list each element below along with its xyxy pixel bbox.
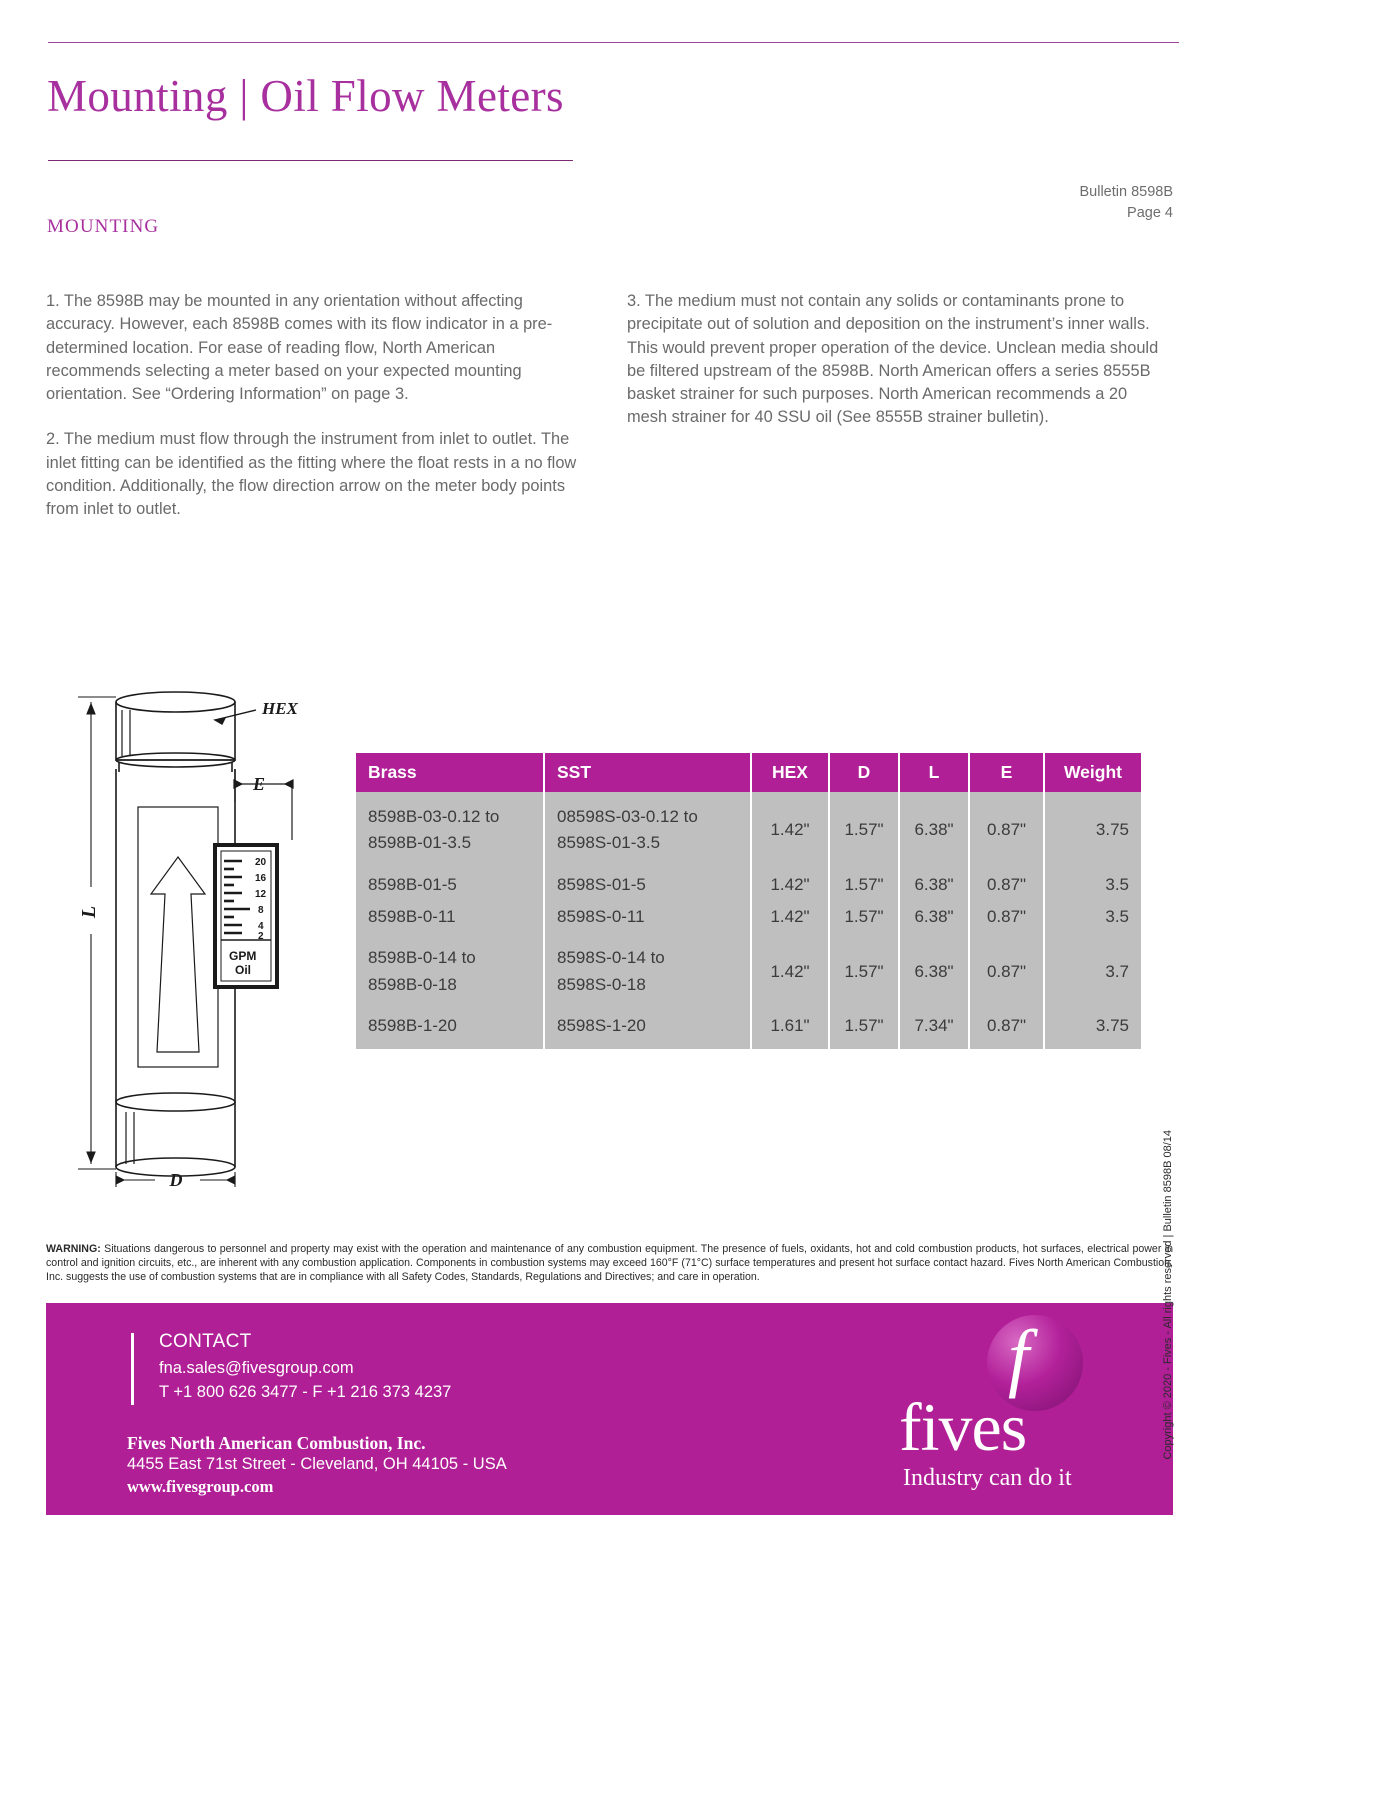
top-divider-rule (48, 42, 1179, 43)
cell-sst: 8598S-1-20 (544, 1001, 751, 1049)
cell-weight: 3.75 (1044, 792, 1141, 860)
cell-brass: 8598B-0-11 (356, 901, 544, 933)
paragraph-1: 1. The 8598B may be mounted in any orientation without affecting accuracy. However, each 8598B comes with its flow indicator in a pre-determined location. For ease of reading flow, North American recommends selecting a meter based on your expected mounting orientation. See “Ordering Information” on page 3. (46, 292, 553, 404)
scale-unit-gpm: GPM (229, 949, 257, 963)
cell-weight: 3.7 (1044, 933, 1141, 1001)
cell-e: 0.87" (969, 792, 1044, 860)
column-header-l: L (899, 753, 969, 792)
flow-meter-technical-drawing (60, 672, 360, 1192)
cell-hex: 1.42" (751, 933, 829, 1001)
cell-l: 6.38" (899, 792, 969, 860)
table-row (356, 901, 1141, 933)
warning-text: Situations dangerous to personnel and property may exist with the operation and maintenance of any combustion equipment. The presence of fuels, oxidants, hot and cold combustion products, hot surfaces, electrical power in control and ignition circuits, etc., are inherent with any combustion application. Components in combustion systems may exceed 160°F (71°C) surface temperatures and present hot surface contact hazard. Fives North American Combustion, Inc. suggests the use of combustion systems that are in compliance with all Safety Codes, Standards, Regulations and Directives; and care in operation. (46, 1243, 1173, 1283)
contact-phone: T +1 800 626 3477 - F +1 216 373 4237 (159, 1383, 452, 1401)
cell-sst: 8598S-01-5 (544, 860, 751, 901)
company-address: 4455 East 71st Street - Cleveland, OH 44105 - USA (127, 1455, 507, 1473)
table-row (356, 792, 1141, 860)
column-header-d: D (829, 753, 899, 792)
dimension-l-lines (78, 697, 116, 1169)
logo-wordmark: fives (899, 1389, 1027, 1465)
column-header-hex: HEX (751, 753, 829, 792)
cell-sst (544, 933, 751, 1001)
cell-brass: 8598B-1-20 (356, 1001, 544, 1049)
page-number: Page 4 (1127, 205, 1173, 222)
cell-d: 1.57" (829, 792, 899, 860)
contact-email[interactable]: fna.sales@fivesgroup.com (159, 1359, 354, 1377)
cell-hex: 1.61" (751, 1001, 829, 1049)
paragraph-2: 2. The medium must flow through the instrument from inlet to outlet. The inlet fitting can be identified as the fitting where the float rests in a no flow condition. Additionally, the flow direction arrow on the meter body points from inlet to outlet. (46, 430, 577, 519)
cell-sst-line1: 08598S-03-0.12 to (557, 807, 698, 826)
scale-tick-12: 12 (255, 889, 267, 900)
cell-l: 6.38" (899, 860, 969, 901)
scale-tick-2: 2 (258, 931, 264, 942)
dimension-label-l: L (78, 905, 100, 919)
cell-d: 1.57" (829, 860, 899, 901)
dimension-label-hex: HEX (262, 699, 298, 718)
logo-f-mark: f (1008, 1315, 1030, 1399)
cell-e: 0.87" (969, 933, 1044, 1001)
scale-tick-8: 8 (258, 905, 264, 916)
body-column-left (46, 290, 583, 522)
cell-d: 1.57" (829, 1001, 899, 1049)
column-header-weight: Weight (1044, 753, 1141, 792)
company-website[interactable]: www.fivesgroup.com (127, 1477, 274, 1496)
table-row (356, 933, 1141, 1001)
cell-brass-line1: 8598B-03-0.12 to (368, 807, 500, 826)
cell-weight: 3.5 (1044, 901, 1141, 933)
cell-sst-line1: 8598S-0-14 to (557, 948, 665, 968)
table-header-row (356, 753, 1141, 792)
cell-brass-line1: 8598B-0-14 to (368, 948, 476, 968)
cell-hex: 1.42" (751, 860, 829, 901)
cell-d: 1.57" (829, 933, 899, 1001)
scale-tick-4: 4 (258, 921, 264, 932)
gpm-scale-plate (215, 845, 277, 987)
cell-weight: 3.5 (1044, 860, 1141, 901)
cell-e: 0.87" (969, 901, 1044, 933)
dimension-label-d: D (169, 1170, 183, 1190)
contact-heading: CONTACT (159, 1331, 252, 1352)
company-name: Fives North American Combustion, Inc. (127, 1433, 426, 1453)
scale-tick-16: 16 (255, 873, 267, 884)
table-row (356, 860, 1141, 901)
bulletin-info (1079, 182, 1173, 224)
scale-unit-oil: Oil (235, 963, 252, 977)
warning-notice (46, 1243, 1173, 1285)
cell-brass (356, 792, 544, 860)
footer-band (46, 1303, 1173, 1515)
cell-l: 6.38" (899, 933, 969, 1001)
body-column-right (627, 290, 1164, 430)
cell-sst-line2: 8598S-0-18 (557, 974, 646, 994)
column-header-e: E (969, 753, 1044, 792)
cell-brass: 8598B-01-5 (356, 860, 544, 901)
cell-hex: 1.42" (751, 792, 829, 860)
section-heading-mounting: MOUNTING (47, 216, 160, 237)
column-header-brass: Brass (356, 753, 544, 792)
contact-accent-bar (131, 1333, 134, 1405)
cell-d: 1.57" (829, 901, 899, 933)
cell-e: 0.87" (969, 1001, 1044, 1049)
cell-e: 0.87" (969, 860, 1044, 901)
cell-sst: 8598S-0-11 (544, 901, 751, 933)
specification-table (356, 753, 1141, 1049)
side-copyright: Copyright © 2020 - Fives - All rights reserved | Bulletin 8598B 08/14 (1162, 1130, 1174, 1460)
paragraph-3: 3. The medium must not contain any solids or contaminants prone to precipitate out of solution and deposition on the instrument’s inner walls. This would prevent proper operation of the device. Unclean media should be filtered upstream of the 8598B. North American offers a series 8555B basket strainer for such purposes. North American recommends a 20 mesh strainer for 40 SSU oil (See 8555B strainer bulletin). (627, 292, 1159, 427)
cell-sst-line2: 8598S-01-3.5 (557, 833, 661, 853)
fives-logo (895, 1313, 1125, 1508)
page-title: Mounting | Oil Flow Meters (47, 71, 564, 121)
title-underline-rule (48, 160, 573, 161)
cell-l: 6.38" (899, 901, 969, 933)
cell-brass (356, 933, 544, 1001)
drawing-svg (60, 672, 360, 1192)
cell-brass-line2: 8598B-0-18 (368, 974, 457, 994)
dimension-label-e: E (253, 774, 266, 794)
scale-tick-20: 20 (255, 857, 267, 868)
column-header-sst: SST (544, 753, 751, 792)
cell-weight: 3.75 (1044, 1001, 1141, 1049)
cell-hex: 1.42" (751, 901, 829, 933)
cell-brass-line2: 8598B-01-3.5 (368, 833, 472, 853)
warning-label: WARNING: (46, 1243, 101, 1255)
table-row (356, 1001, 1141, 1049)
cell-l: 7.34" (899, 1001, 969, 1049)
bulletin-number: Bulletin 8598B (1079, 184, 1173, 200)
cell-sst (544, 792, 751, 860)
logo-tagline: Industry can do it (903, 1465, 1072, 1491)
